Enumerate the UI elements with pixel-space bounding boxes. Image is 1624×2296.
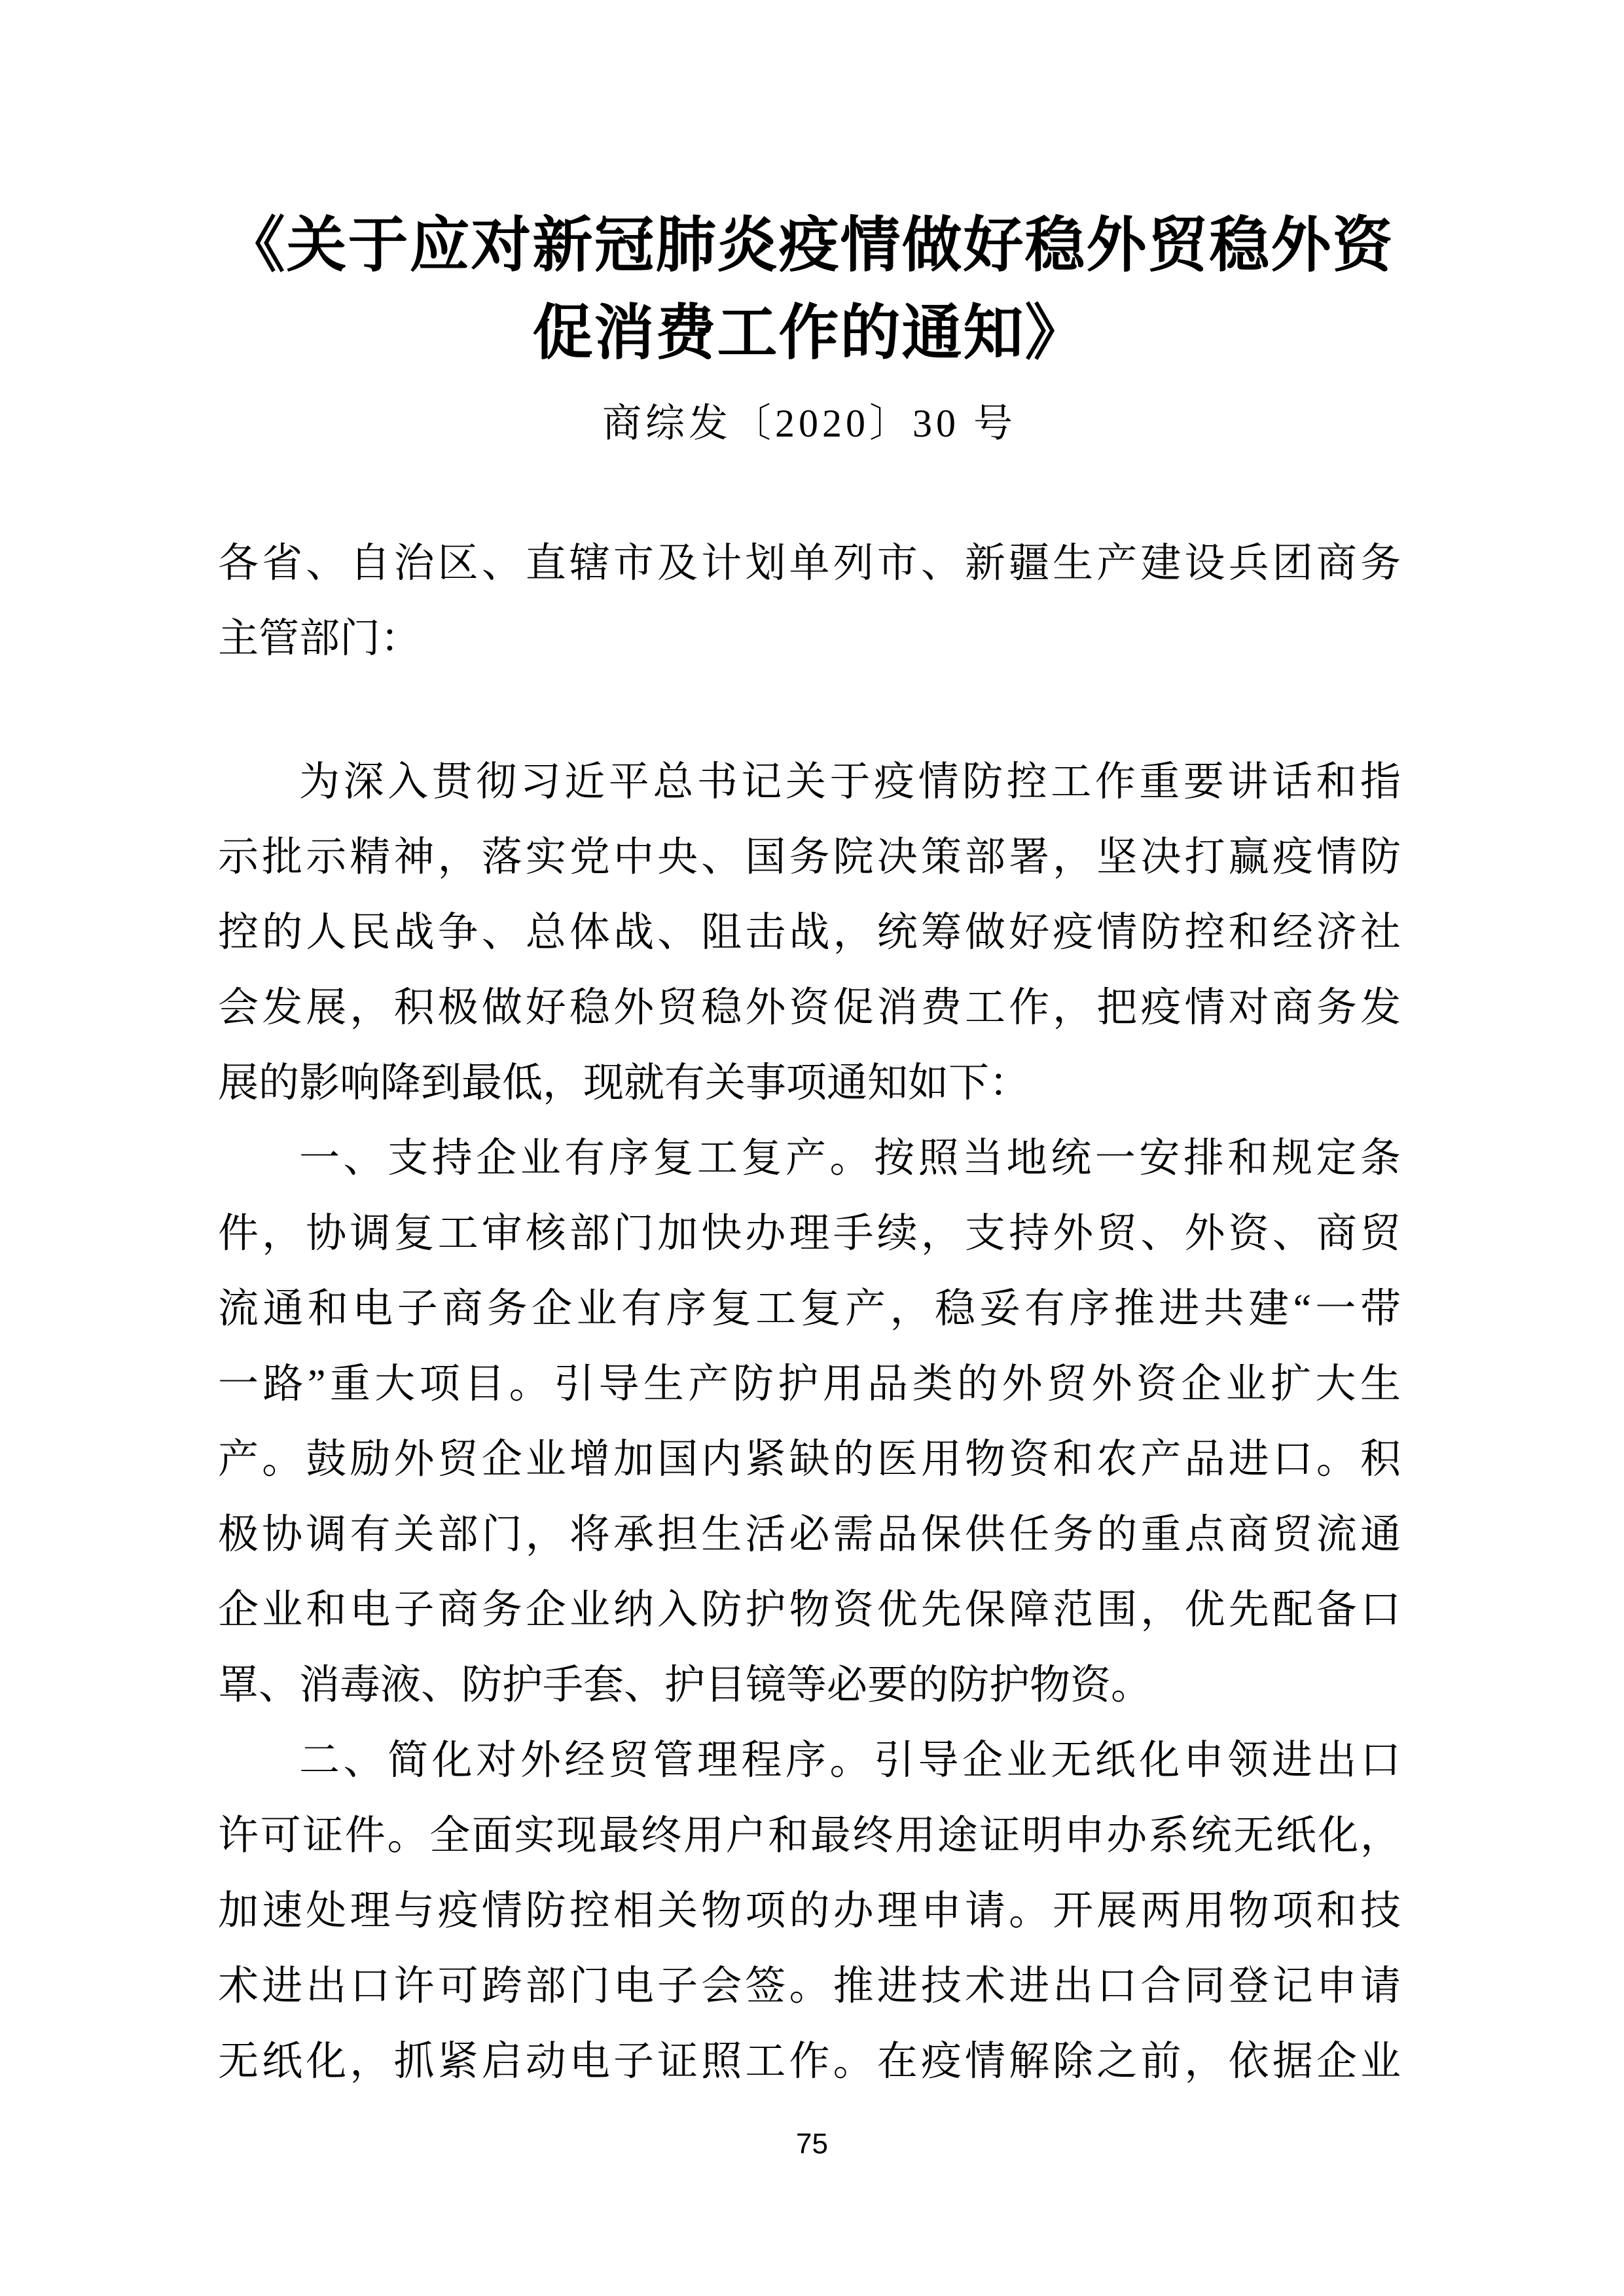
body-text — [218, 745, 1401, 2100]
body-line: 一路”重大项目。引导生产防护用品类的外贸外资企业扩大生 — [218, 1362, 1401, 1407]
body-line: 许可证件。全面实现最终用户和最终用途证明申办系统无纸化， — [218, 1814, 1401, 1858]
body-line: 术进出口许可跨部门电子会签。推进技术进出口合同登记申请 — [218, 1964, 1401, 2009]
body-line: 产。鼓励外贸企业增加国内紧缺的医用物资和农产品进口。积 — [218, 1437, 1401, 1482]
body-line: 控的人民战争、总体战、阻击战，统筹做好疫情防控和经济社 — [218, 910, 1401, 955]
body-line: 展的影响降到最低，现就有关事项通知如下： — [218, 1061, 1030, 1105]
page-number: 75 — [796, 2128, 828, 2160]
title-line-1: 《关于应对新冠肺炎疫情做好稳外贸稳外资 — [225, 212, 1394, 279]
body-line: 一、支持企业有序复工复产。按照当地统一安排和规定条 — [299, 1136, 1401, 1181]
body-line: 无纸化，抓紧启动电子证照工作。在疫情解除之前，依据企业 — [218, 2039, 1401, 2084]
addressee-line: 各省、自治区、直辖市及计划单列市、新疆生产建设兵团商务 — [218, 541, 1401, 586]
body-line: 件，协调复工审核部门加快办理手续，支持外贸、外资、商贸 — [218, 1211, 1401, 1256]
body-line: 示批示精神，落实党中央、国务院决策部署，坚决打赢疫情防 — [218, 835, 1401, 880]
body-line: 二、简化对外经贸管理程序。引导企业无纸化申领进出口 — [299, 1738, 1401, 1783]
body-line: 加速处理与疫情防控相关物项的办理申请。开展两用物项和技 — [218, 1889, 1401, 1933]
body-line: 企业和电子商务企业纳入防护物资优先保障范围，优先配备口 — [218, 1588, 1401, 1632]
body-line: 为深入贯彻习近平总书记关于疫情防控工作重要讲话和指 — [299, 760, 1401, 804]
title-line-2: 促消费工作的通知》 — [532, 300, 1087, 367]
body-line: 罩、消毒液、防护手套、护目镜等必要的防护物资。 — [218, 1663, 1152, 1708]
document-title — [218, 202, 1401, 377]
body-line: 流通和电子商务企业有序复工复产，稳妥有序推进共建“一带 — [218, 1287, 1401, 1331]
addressee-line: 主管部门： — [218, 617, 422, 661]
addressee-block — [218, 526, 1401, 677]
body-line: 会发展，积极做好稳外贸稳外资促消费工作，把疫情对商务发 — [218, 986, 1401, 1030]
body-line: 极协调有关部门，将承担生活必需品保供任务的重点商贸流通 — [218, 1513, 1401, 1557]
document-number: 商综发〔2020〕30 号 — [602, 402, 1017, 445]
